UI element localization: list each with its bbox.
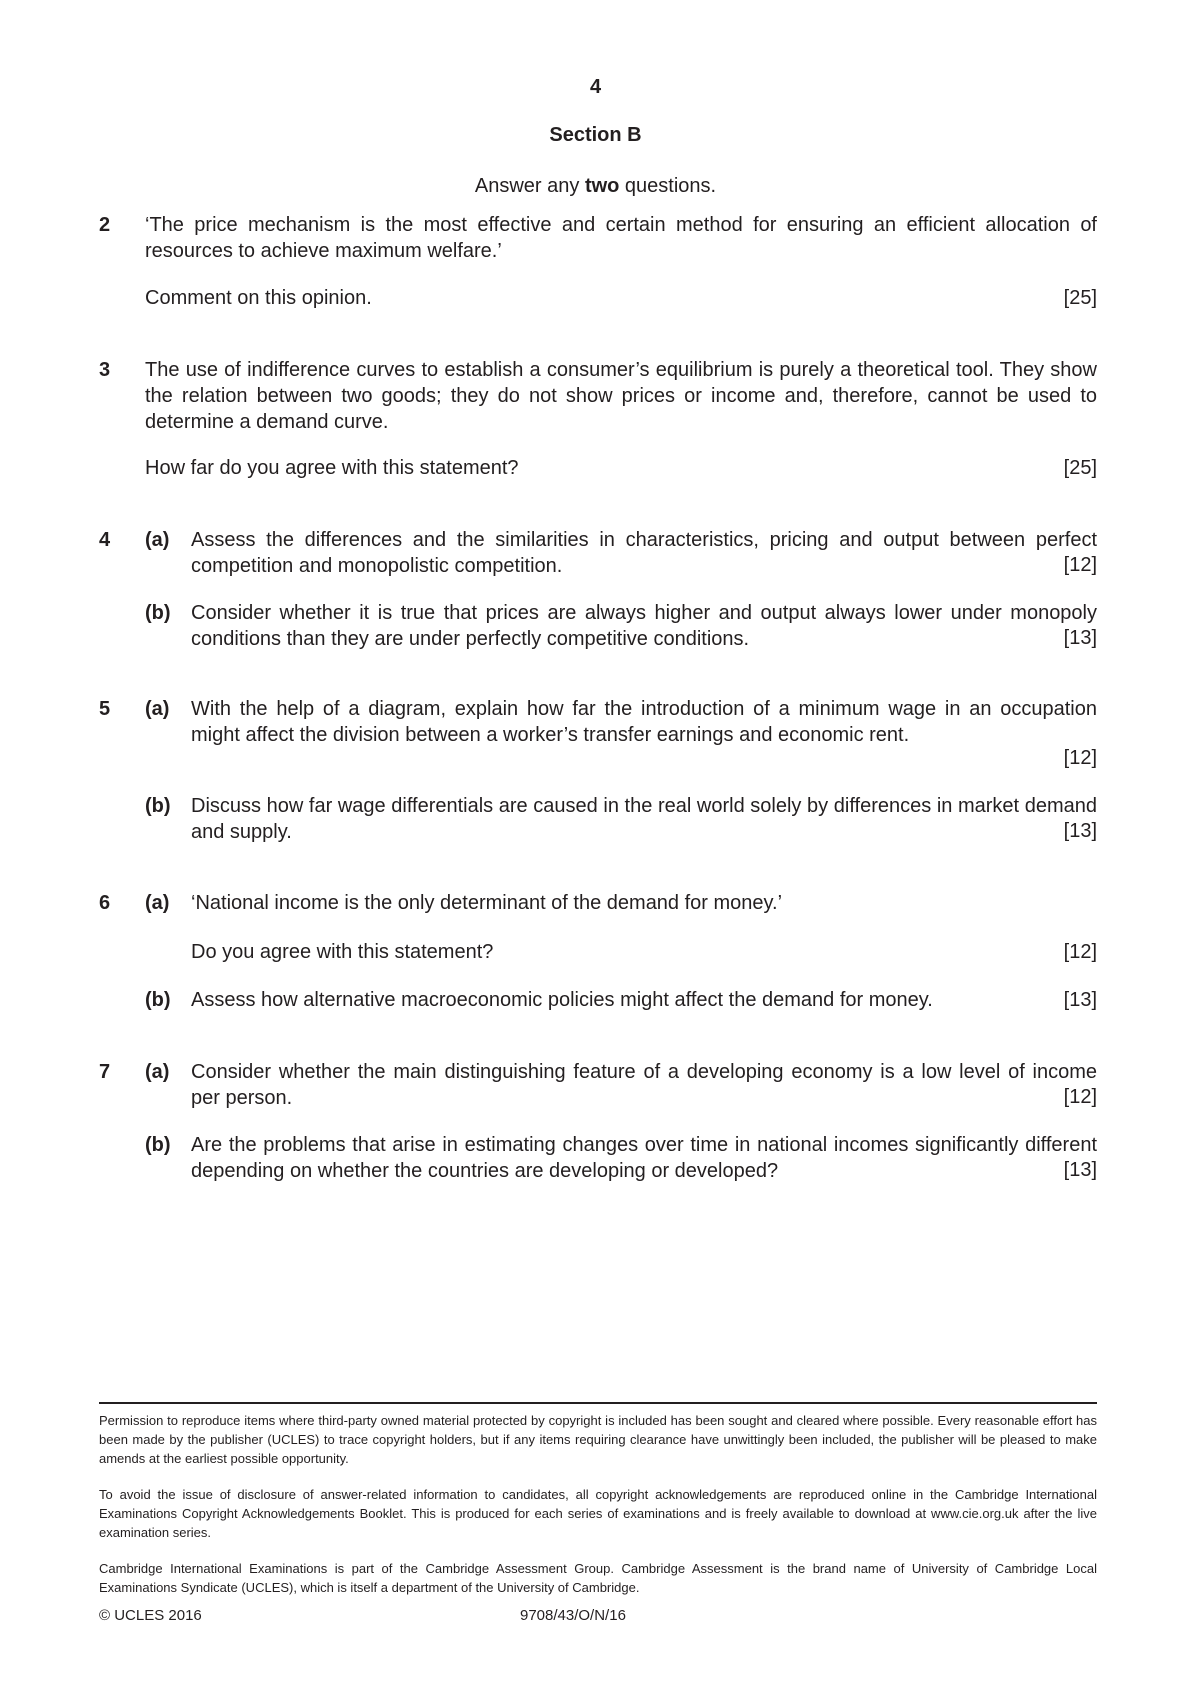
page-number: 4 <box>589 76 602 98</box>
footer-divider <box>99 1402 1097 1404</box>
part-label: (b) <box>145 1134 171 1156</box>
marks: [13] <box>1063 820 1097 842</box>
marks: [25] <box>1063 287 1097 309</box>
marks: [25] <box>1063 457 1097 479</box>
question-task: Comment on this opinion. <box>145 287 372 309</box>
question-number: 3 <box>99 359 111 381</box>
part-label: (a) <box>145 892 170 914</box>
question-3 <box>99 357 1097 497</box>
marks: [13] <box>1063 627 1097 649</box>
marks: [13] <box>1063 989 1097 1011</box>
question-5 <box>99 696 1097 876</box>
part-label: (b) <box>145 795 171 817</box>
footer-cambridge: Cambridge International Examinations is part of the Cambridge Assessment Group. Cambridge Assessment is the brand name of University of Cambridge Local Examinations Syndicate (UCLES), which is itself a department of the University of Cambridge. <box>99 1561 1097 1595</box>
section-title: Section B <box>549 124 642 146</box>
part-text: With the help of a diagram, explain how far the introduction of a minimum wage in an occupation might affect the division between a worker’s transfer earnings and economic rent. <box>191 698 1097 746</box>
footer-paper-code: 9708/43/O/N/16 <box>520 1607 626 1624</box>
instruction-post: questions. <box>619 175 717 197</box>
question-6 <box>99 890 1097 1030</box>
question-7 <box>99 1059 1097 1209</box>
part-text: Consider whether the main distinguishing feature of a developing economy is a low level of income per person. <box>191 1061 1097 1109</box>
question-number: 6 <box>99 892 111 914</box>
question-task: How far do you agree with this statement? <box>145 457 519 479</box>
question-2 <box>99 212 1097 322</box>
part-text: Assess how alternative macroeconomic policies might affect the demand for money. <box>191 989 933 1011</box>
part-label: (b) <box>145 989 171 1011</box>
part-text: Are the problems that arise in estimating changes over time in national incomes significantly different depending on whether the countries are developing or developed? <box>191 1134 1097 1182</box>
question-statement: The use of indifference curves to establish a consumer’s equilibrium is purely a theoretical tool. They show the relation between two goods; they do not show prices or income and, therefore, cannot be used to determine a demand curve. <box>145 359 1097 433</box>
footer-permission: Permission to reproduce items where third-party owned material protected by copyright is included has been sought and cleared where possible. Every reasonable effort has been made by the publisher (UCLES) to trace copyright holders, but if any items requiring clearance have unwittingly been included, the publisher will be pleased to make amends at the earliest possible opportunity. <box>99 1413 1097 1466</box>
question-number: 7 <box>99 1061 111 1083</box>
marks: [12] <box>1063 554 1097 576</box>
footer-copyright: © UCLES 2016 <box>99 1607 202 1624</box>
part-label: (a) <box>145 529 170 551</box>
marks: [12] <box>1063 941 1097 963</box>
instruction <box>0 175 1191 198</box>
marks: [13] <box>1063 1159 1097 1181</box>
part-label: (a) <box>145 698 170 720</box>
part-text: Consider whether it is true that prices are always higher and output always lower under monopoly conditions than they are under perfectly competitive conditions. <box>191 602 1097 650</box>
question-quote: ‘The price mechanism is the most effective and certain method for ensuring an efficient allocation of resources to achieve maximum welfare.’ <box>145 214 1097 262</box>
footer-disclosure: To avoid the issue of disclosure of answer-related information to candidates, all copyright acknowledgements are reproduced online in the Cambridge International Examinations Copyright Acknowledgements Booklet. This is produced for each series of examinations and is freely available to download at www.cie.org.uk after the live examination series. <box>99 1487 1097 1540</box>
part-label: (a) <box>145 1061 170 1083</box>
question-4 <box>99 527 1097 677</box>
question-number: 4 <box>99 529 111 551</box>
part-text: Assess the differences and the similarities in characteristics, pricing and output between perfect competition and monopolistic competition. <box>191 529 1097 577</box>
marks: [12] <box>1063 747 1097 769</box>
part-label: (b) <box>145 602 171 624</box>
question-number: 2 <box>99 214 111 236</box>
instruction-pre: Answer any <box>474 175 585 197</box>
part-text: ‘National income is the only determinant of the demand for money.’ <box>191 892 783 914</box>
part-text: Discuss how far wage differentials are caused in the real world solely by differences in market demand and supply. <box>191 795 1097 843</box>
marks: [12] <box>1063 1086 1097 1108</box>
instruction-emphasis: two <box>584 175 620 197</box>
part-task: Do you agree with this statement? <box>191 941 494 963</box>
question-number: 5 <box>99 698 111 720</box>
